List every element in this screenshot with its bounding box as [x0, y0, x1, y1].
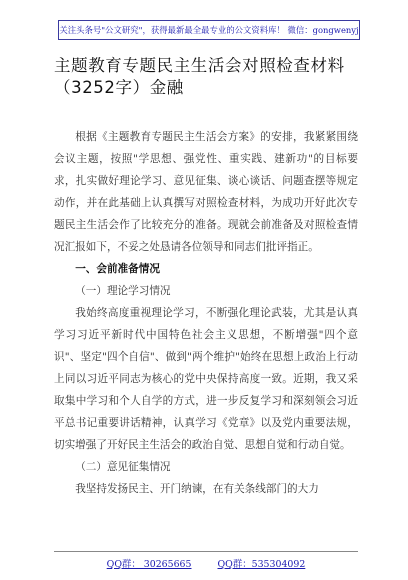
title-line-2: （3252字）金融	[54, 78, 184, 97]
title-line-1: 主题教育专题民主生活会对照检查材料	[54, 56, 345, 75]
subsection-heading-1: （一）理论学习情况	[75, 285, 171, 297]
page-footer	[54, 551, 358, 570]
document-title	[54, 55, 374, 99]
subsection-paragraph-1: 我始终高度重视理论学习，不断强化理论武装，尤其是认真学习习近平新时代中国特色社会主义思想，不断增强"四个意识"、坚定"四个自信"、做到"两个维护"始终在思想上政治上行动上同以习近平同志为核心的党中央保持高度一致。近期，我又采取集中学习和个人自学的方式，进一步反复学习和深刻领会习近平总书记重要讲话精神，认真学习《党章》以及党内重要法规，切实增强了开好民主生活会的政治自觉、思想自觉和行动自觉。	[54, 307, 358, 451]
subsection-heading-2: （二）意见征集情况	[75, 461, 171, 473]
intro-paragraph: 根据《主题教育专题民主生活会方案》的安排，我紧紧围绕会议主题，按照"学思想、强党性、重实践、建新功"的目标要求，扎实做好理论学习、意见征集、谈心谈话、问题查摆等规定动作，并在此基础上认真撰写对照检查材料，为成功开好此次专题民主生活会作了比较充分的准备。现就会前准备及对照检查情况汇报如下，不妥之处恳请各位领导和同志们批评指正。	[54, 131, 358, 253]
document-body	[54, 126, 358, 500]
footer-qq-group-1[interactable]: QQ群： 30265665	[106, 559, 192, 570]
footer-qq-group-2[interactable]: QQ群：535304092	[217, 559, 306, 570]
top-banner: 关注头条号"公文研究"，获得最新最全最专业的公文资料库！ 微信：gongwenyj	[58, 20, 360, 40]
section-heading: 一、会前准备情况	[75, 263, 160, 275]
subsection-paragraph-2: 我坚持发扬民主、开门纳谏，在有关条线部门的大力	[75, 483, 319, 495]
